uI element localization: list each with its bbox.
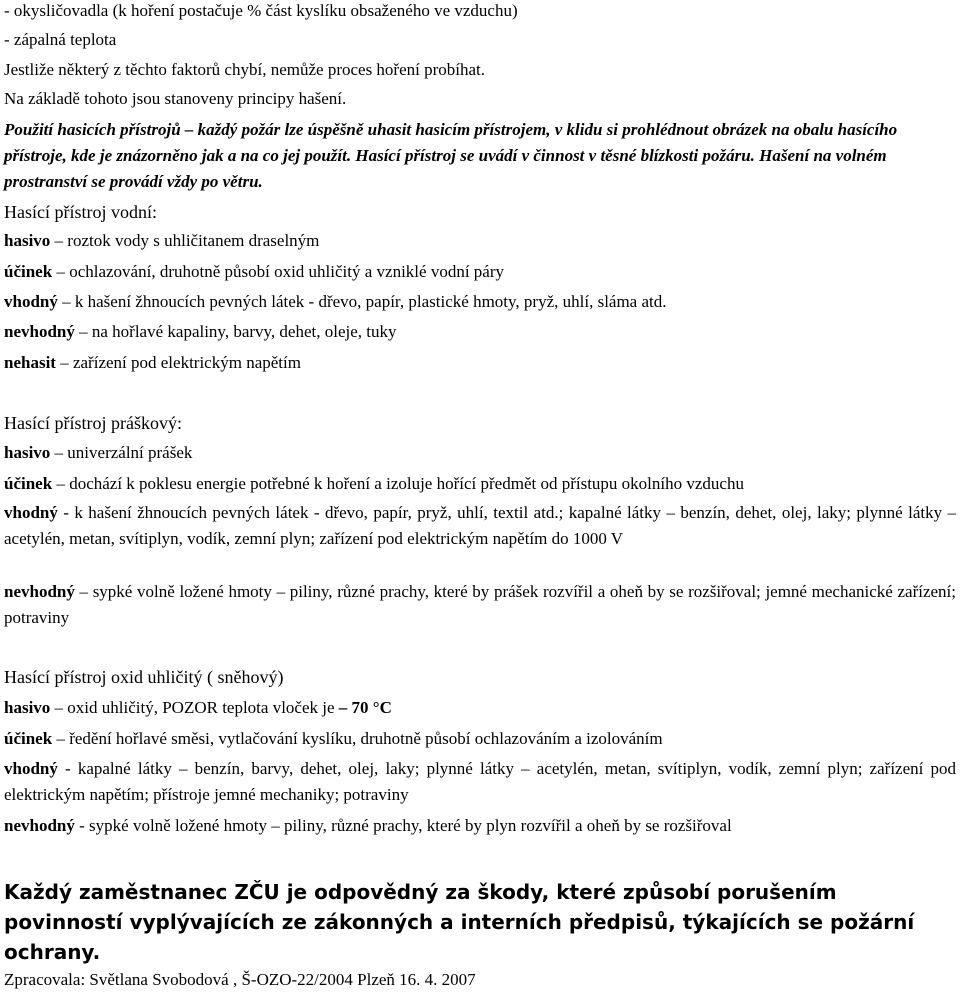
powder-extinguisher-heading: Hasící přístroj práškový: [4, 413, 182, 433]
co2-ucinek-text: – ředění hořlavé směsi, vytlačování kyslíku, druhotně působí ochlazováním a izolováním [52, 729, 663, 748]
label-vhodny: vhodný [4, 292, 58, 311]
powder-vhodny-paragraph [4, 500, 956, 552]
label-nevhodny: nevhodný [4, 322, 75, 341]
co2-nevhodny-text: - sypké volně ložené hmoty – piliny, různé prachy, které by plyn rozvířil a oheň by se rozšiřoval [74, 816, 732, 835]
co2-hasivo-text: – oxid uhličitý, POZOR teplota vloček je [50, 698, 339, 717]
label-ucinek: účinek [4, 729, 53, 748]
intro-line-factors: Jestliže některý z těchto faktorů chybí, nemůže proces hoření probíhat. [4, 60, 486, 79]
co2-extinguisher-heading: Hasící přístroj oxid uhličitý ( sněhový) [4, 667, 284, 687]
powder-ucinek-row [4, 474, 744, 494]
co2-temperature: – 70 °C [338, 698, 392, 717]
water-vhodny-text: – k hašení žhnoucích pevných látek - dřevo, papír, plastické hmoty, pryž, uhlí, sláma atd. [57, 292, 667, 311]
intro-line-oxidizer: - okysličovadla (k hoření postačuje % část kyslíku obsaženého ve vzduchu) [4, 1, 518, 20]
label-nevhodny: nevhodný [4, 816, 75, 835]
powder-hasivo-row [4, 443, 192, 463]
water-nehasit-text: – zařízení pod elektrickým napětím [55, 353, 301, 372]
responsibility-statement: Každý zaměstnanec ZČU je odpovědný za škody, které způsobí porušením povinností vyplývajících ze zákonných a interních předpisů, týkajících se požární ochrany. [4, 880, 915, 964]
label-vhodny: vhodný [4, 503, 58, 522]
label-nehasit: nehasit [4, 353, 56, 372]
powder-ucinek-text: – dochází k poklesu energie potřebné k hoření a izoluje hořící předmět od přístupu okolního vzduchu [52, 474, 744, 493]
co2-ucinek-row [4, 729, 663, 749]
extinguisher-usage-paragraph: Použití hasicích přístrojů – každý požár lze úspěšně uhasit hasicím přístrojem, v klidu si prohlédnout obrázek na obalu hasícího přístroje, kde je znázorněno jak a na co jej použít. Hasící přístroj se uvádí v činnost v těsné blízkosti požáru. Hašení na volném prostranství se provádí vždy po větru. [4, 120, 898, 191]
powder-hasivo-text: – univerzální prášek [50, 443, 193, 462]
water-hasivo-text: – roztok vody s uhličitanem draselným [50, 231, 320, 250]
water-ucinek-text: – ochlazování, druhotně působí oxid uhličitý a vzniklé vodní páry [52, 262, 505, 281]
powder-vhodny-text: - k hašení žhnoucích pevných látek - dřevo, papír, pryž, uhlí, textil atd.; kapalné látky – benzín, dehet, olej, laky; plynné látky – acetylén, metan, svítiplyn, vodík, zemní plyn; zařízení pod elektrickým napětím do 1000 V [4, 503, 956, 548]
water-ucinek-row [4, 262, 504, 282]
powder-nevhodny-text: – sypké volně ložené hmoty – piliny, různé prachy, které by prášek rozvířil a oheň by se rozšiřoval; jemné mechanické zařízení; potraviny [4, 582, 956, 627]
water-nevhodny-text: – na hořlavé kapaliny, barvy, dehet, oleje, tuky [74, 322, 397, 341]
label-hasivo: hasivo [4, 231, 51, 250]
label-nevhodny: nevhodný [4, 582, 75, 601]
co2-hasivo-row [4, 698, 392, 718]
label-hasivo: hasivo [4, 443, 51, 462]
label-ucinek: účinek [4, 262, 53, 281]
document-footer: Zpracovala: Světlana Svobodová , Š-OZO-22/2004 Plzeň 16. 4. 2007 [4, 970, 476, 989]
label-ucinek: účinek [4, 474, 53, 493]
label-vhodny: vhodný [4, 759, 58, 778]
co2-vhodny-paragraph [4, 756, 956, 808]
powder-nevhodny-paragraph [4, 579, 956, 631]
water-extinguisher-heading: Hasící přístroj vodní: [4, 202, 157, 222]
co2-nevhodny-row [4, 816, 732, 836]
water-hasivo-row [4, 231, 319, 251]
water-nehasit-row [4, 353, 301, 373]
label-hasivo: hasivo [4, 698, 51, 717]
intro-line-principles: Na základě tohoto jsou stanoveny principy hašení. [4, 89, 347, 108]
co2-vhodny-text: - kapalné látky – benzín, barvy, dehet, olej, laky; plynné látky – acetylén, metan, svítiplyn, vodík, zemní plyn; zařízení pod elektrickým napětím; přístroje jemné mechaniky; potraviny [4, 759, 956, 804]
water-vhodny-row [4, 292, 667, 312]
intro-line-ignition: - zápalná teplota [4, 30, 117, 49]
water-nevhodny-row [4, 322, 397, 342]
